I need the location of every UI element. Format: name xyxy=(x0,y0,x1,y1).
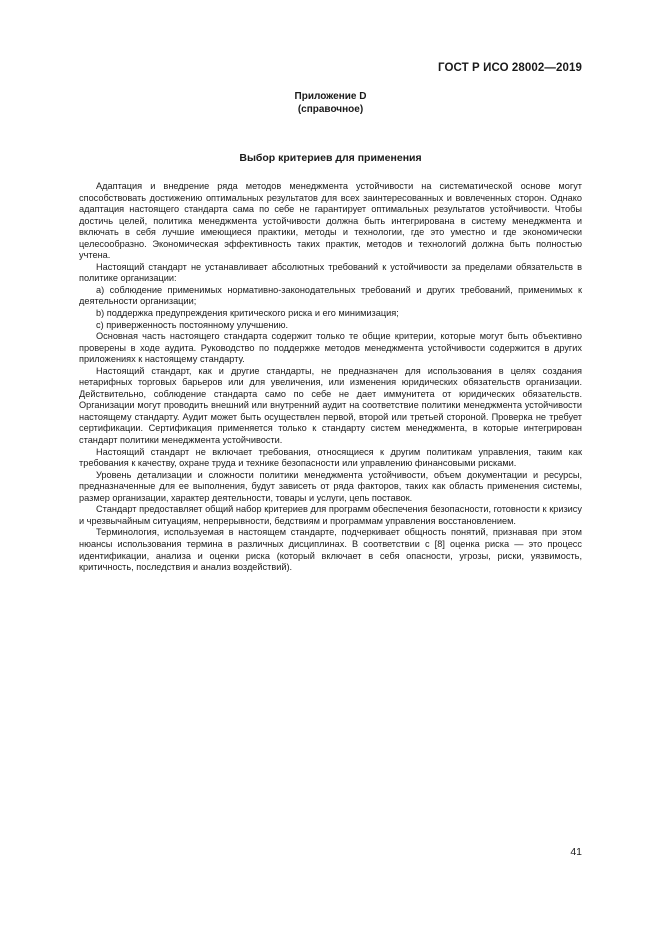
annex-subtitle: (справочное) xyxy=(297,103,364,115)
annex-heading xyxy=(0,91,661,116)
paragraph: Настоящий стандарт не включает требования, относящиеся к другим политикам управления, таким как требования к качеству, охране труда и технике безопасности или управлению финансовыми рисками. xyxy=(79,446,582,469)
paragraph: Настоящий стандарт, как и другие стандарты, не предназначен для использования в целях создания нетарифных торговых барьеров или для увеличения, или изменения юридических обязательств организации. Действительно, соблюдение стандарта само по себе не дает иммунитета от юридических обязательств. Организации могут проводить внешний или внутренний аудит на соответствие политики менеджмента устойчивости настоящему стандарту. Аудит может быть осуществлен первой, второй или третьей стороной. Проверка не требует сертификации. Сертификация применяется только к стандарту систем менеджмента, в которые интегрирован стандарт политики менеджмента устойчивости. xyxy=(79,365,582,446)
body-text xyxy=(79,181,582,574)
paragraph: Терминология, используемая в настоящем стандарте, подчеркивает общность понятий, признавая при этом нюансы использования термина в различных дисциплинах. В соответствии с [8] оценка риска — это процесс идентификации, анализа и оценки риска (который включает в себя опасности, угрозы, риски, уязвимость, критичность, последствия и анализ воздействий). xyxy=(79,527,582,573)
paragraph: Адаптация и внедрение ряда методов менеджмента устойчивости на систематической основе могут способствовать достижению оптимальных результатов для всех заинтересованных и вовлеченных сторон. Однако адаптация настоящего стандарта сама по себе не гарантирует оптимальных результатов устойчивости. Чтобы достичь целей, политика менеджмента устойчивости должна быть интегрирована в систему менеджмента и включать в себя лучшие имеющиеся практики, методы и технологии, где это уместно и где экономически целесообразно. Экономическая эффективность таких практик, методов и технологий должна быть полностью учтена. xyxy=(79,181,582,261)
paragraph: Уровень детализации и сложности политики менеджмента устойчивости, объем документации и ресурсы, предназначенные для ее выполнения, будут зависеть от ряда факторов, таких как область применения системы, размер организации, характер деятельности, товары и услуги, цепь поставок. xyxy=(79,469,582,503)
document-code: ГОСТ Р ИСО 28002—2019 xyxy=(437,62,582,74)
page-number: 41 xyxy=(570,846,582,858)
annex-title: Приложение D xyxy=(294,91,367,102)
paragraph: Настоящий стандарт не устанавливает абсолютных требований к устойчивости за пределами обязательств в политике организации: xyxy=(79,261,582,284)
list-item: c) приверженность постоянному улучшению. xyxy=(96,319,289,330)
section-title: Выбор критериев для применения xyxy=(239,152,422,164)
list-item: a) соблюдение применимых нормативно-законодательных требований и других требований, применимых к деятельности организации; xyxy=(79,284,582,307)
paragraph: Стандарт предоставляет общий набор критериев для программ обеспечения безопасности, готовности к кризису и чрезвычайным ситуациям, непрерывности, бедствиям и программам управления восстановлением. xyxy=(79,504,582,526)
list-item: b) поддержка предупреждения критического риска и его минимизация; xyxy=(96,308,399,319)
paragraph: Основная часть настоящего стандарта содержит только те общие критерии, которые могут быть объективно проверены в ходе аудита. Руководство по поддержке методов менеджмента устойчивости содержится в других приложениях к настоящему стандарту. xyxy=(79,331,582,365)
